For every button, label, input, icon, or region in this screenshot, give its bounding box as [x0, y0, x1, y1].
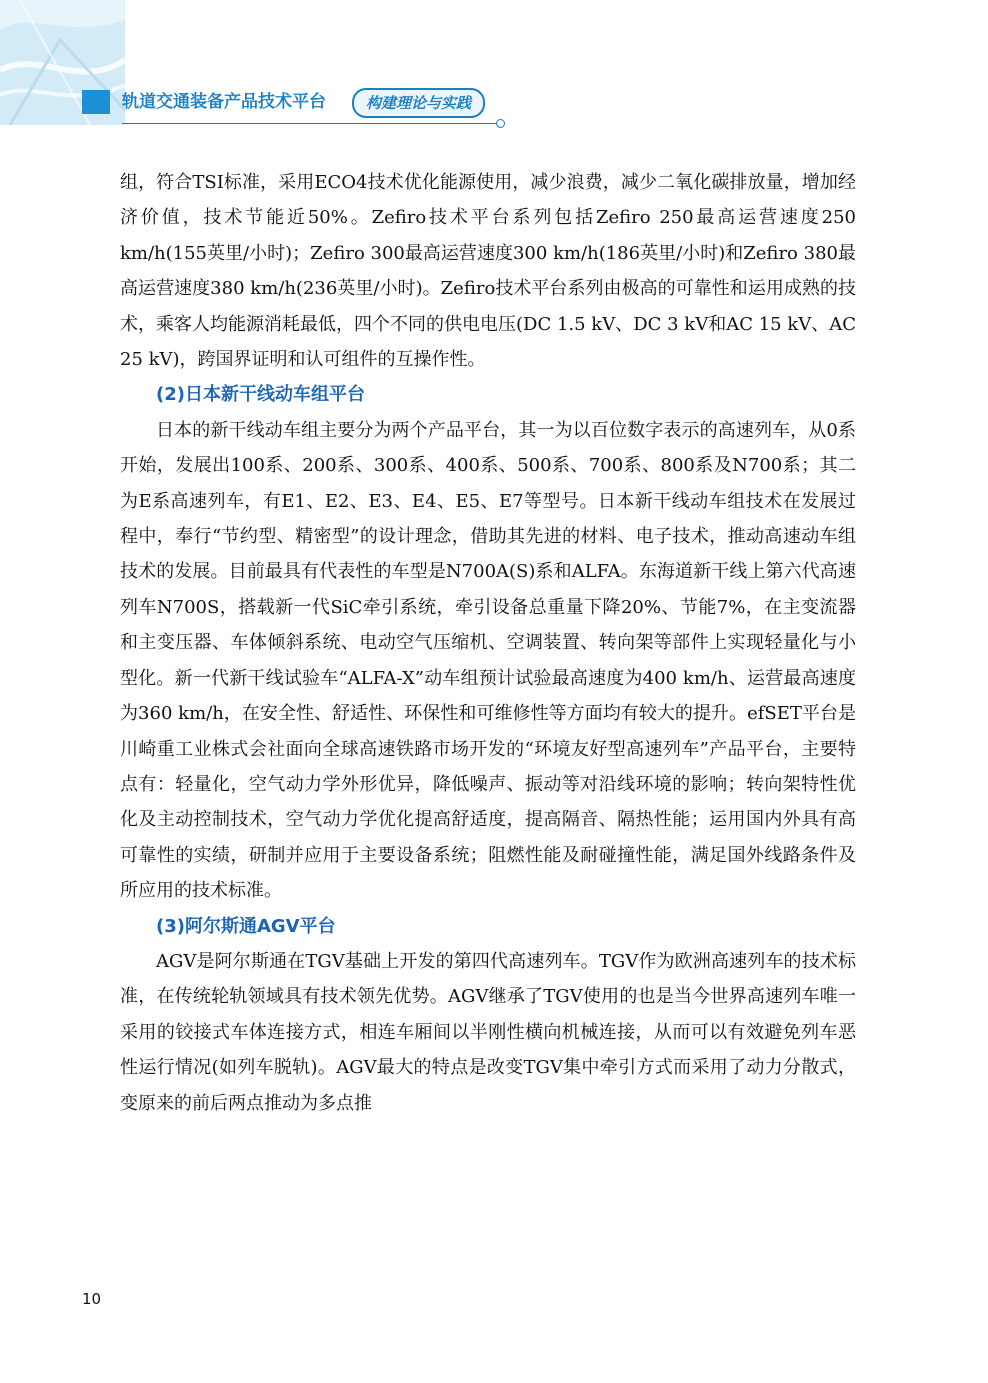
- section-heading: (2)日本新干线动车组平台: [156, 384, 365, 406]
- body-text: [120, 165, 856, 1121]
- page-number: 10: [82, 1290, 102, 1308]
- book-subtitle: 构建理论与实践: [352, 88, 485, 118]
- book-title: 轨道交通装备产品技术平台: [122, 92, 326, 112]
- paragraph: 日本的新干线动车组主要分为两个产品平台，其一为以百位数字表示的高速列车，从0系开始，发展出100系、200系、300系、400系、500系、700系、800系及N700系；其二为E系高速列车，有E1、E2、E3、E4、E5、E7等型号。日本新干线动车组技术在发展过程中，奉行“节约型、精密型”的设计理念，借助其先进的材料、电子技术，推动高速动车组技术的发展。目前最具有代表性的车型是N700A(S)系和ALFA。东海道新干线上第六代高速列车N700S，搭载新一代SiC牵引系统，牵引设备总重量下降20%、节能7%，在主变流器和主变压器、车体倾斜系统、电动空气压缩机、空调装置、转向架等部件上实现轻量化与小型化。新一代新干线试验车“ALFA-X”动车组预计试验最高速度为400 km/h、运营最高速度为360 km/h，在安全性、舒适性、环保性和可维修性等方面均有较大的提升。efSET平台是川崎重工业株式会社面向全球高速铁路市场开发的“环境友好型高速列车”产品平台，主要特点有：轻量化，空气动力学外形优异，降低噪声、振动等对沿线环境的影响；转向架特性优化及主动控制技术，空气动力学优化提高舒适度，提高隔音、隔热性能；运用国内外具有高可靠性的实绩，研制并应用于主要设备系统；阻燃性能及耐碰撞性能，满足国外线路条件及所应用的技术标准。: [120, 419, 856, 902]
- section-heading: (3)阿尔斯通AGV平台: [156, 915, 336, 937]
- paragraph: 组，符合TSI标准，采用ECO4技术优化能源使用，减少浪费，减少二氧化碳排放量，增加经济价值，技术节能近50%。Zefiro技术平台系列包括Zefiro 250最高运营速度250 km/h(155英里/小时)；Zefiro 300最高运营速度300 km/h(186英里/小时)和Zefiro 380最高运营速度380 km/h(236英里/小时)。Zefiro技术平台系列由极高的可靠性和运用成熟的技术，乘客人均能源消耗最低，四个不同的供电电压(DC 1.5 kV、DC 3 kV和AC 15 kV、AC 25 kV)，跨国界证明和认可组件的互操作性。: [120, 172, 857, 371]
- header-square-icon: [82, 90, 110, 114]
- header-dot-icon: [496, 119, 505, 128]
- paragraph: AGV是阿尔斯通在TGV基础上开发的第四代高速列车。TGV作为欧洲高速列车的技术标准，在传统轮轨领域具有技术领先优势。AGV继承了TGV使用的也是当今世界高速列车唯一采用的铰接式车体连接方式，相连车厢间以半刚性横向机械连接，从而可以有效避免列车恶性运行情况(如列车脱轨)。AGV最大的特点是改变TGV集中牵引方式而采用了动力分散式，变原来的前后两点推动为多点推: [120, 950, 856, 1114]
- header-rule: [122, 123, 497, 124]
- running-header: [82, 88, 512, 128]
